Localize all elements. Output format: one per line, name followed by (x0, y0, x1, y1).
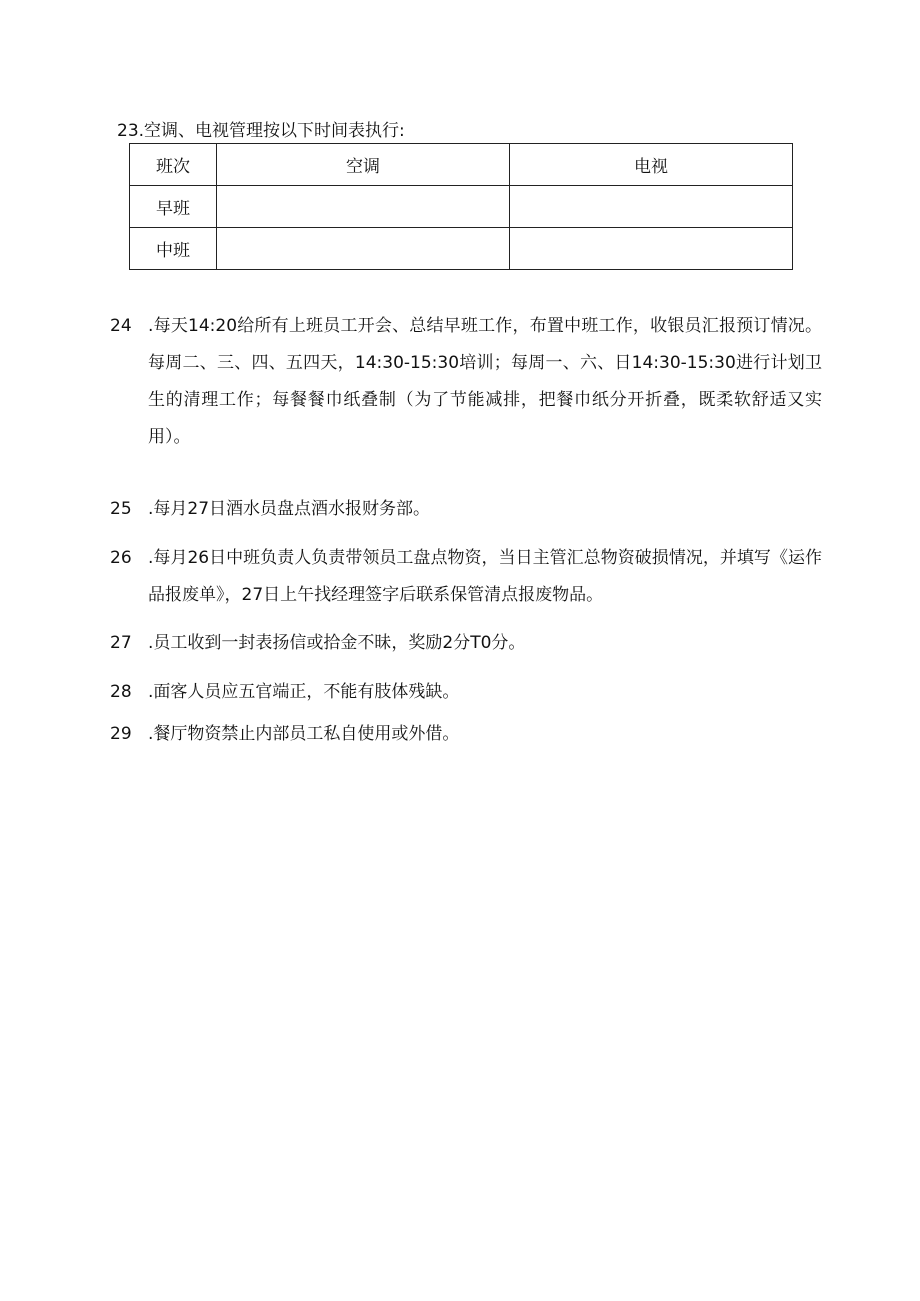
item-number: 24 (110, 316, 132, 336)
cell-middle-ac (217, 228, 510, 270)
item-text: .每天14:20给所有上班员工开会、总结早班工作，布置中班工作，收银员汇报预订情况。每周二、三、四、五四天，14:30-15:30培训；每周一、六、日14:30-15:30进行计划卫生的清理工作；每餐餐巾纸叠制（为了节能减排，把餐巾纸分开折叠，既柔软舒适又实用）。 (148, 316, 822, 447)
table-header-row (130, 144, 793, 186)
cell-morning-ac (217, 186, 510, 228)
item-23-title: 23.空调、电视管理按以下时间表执行: (117, 121, 405, 141)
item-text: .每月26日中班负责人负责带领员工盘点物资，当日主管汇总物资破损情况，并填写《运作品报废单》，27日上午找经理签字后联系保管清点报废物品。 (148, 548, 822, 605)
item-29 (110, 716, 822, 753)
item-28 (110, 674, 822, 711)
item-number: 26 (110, 548, 132, 568)
item-27 (110, 625, 822, 662)
header-shift: 班次 (130, 144, 217, 186)
item-24 (110, 308, 822, 456)
item-number: 29 (110, 724, 132, 744)
table-row (130, 186, 793, 228)
item-text: .每月27日酒水员盘点酒水报财务部。 (148, 499, 431, 519)
header-air-conditioner: 空调 (217, 144, 510, 186)
item-text: .餐厅物资禁止内部员工私自使用或外借。 (148, 724, 460, 744)
item-number: 25 (110, 499, 132, 519)
item-25 (110, 491, 822, 528)
header-tv: 电视 (510, 144, 793, 186)
item-number: 27 (110, 633, 132, 653)
item-text: .面客人员应五官端正，不能有肢体残缺。 (148, 682, 460, 702)
ac-tv-schedule-table (129, 143, 793, 270)
table-row (130, 228, 793, 270)
item-text: .员工收到一封表扬信或拾金不昧，奖励2分T0分。 (148, 633, 526, 653)
row-shift-morning: 早班 (130, 186, 217, 228)
cell-morning-tv (510, 186, 793, 228)
cell-middle-tv (510, 228, 793, 270)
item-number: 28 (110, 682, 132, 702)
item-26 (110, 540, 822, 614)
row-shift-middle: 中班 (130, 228, 217, 270)
